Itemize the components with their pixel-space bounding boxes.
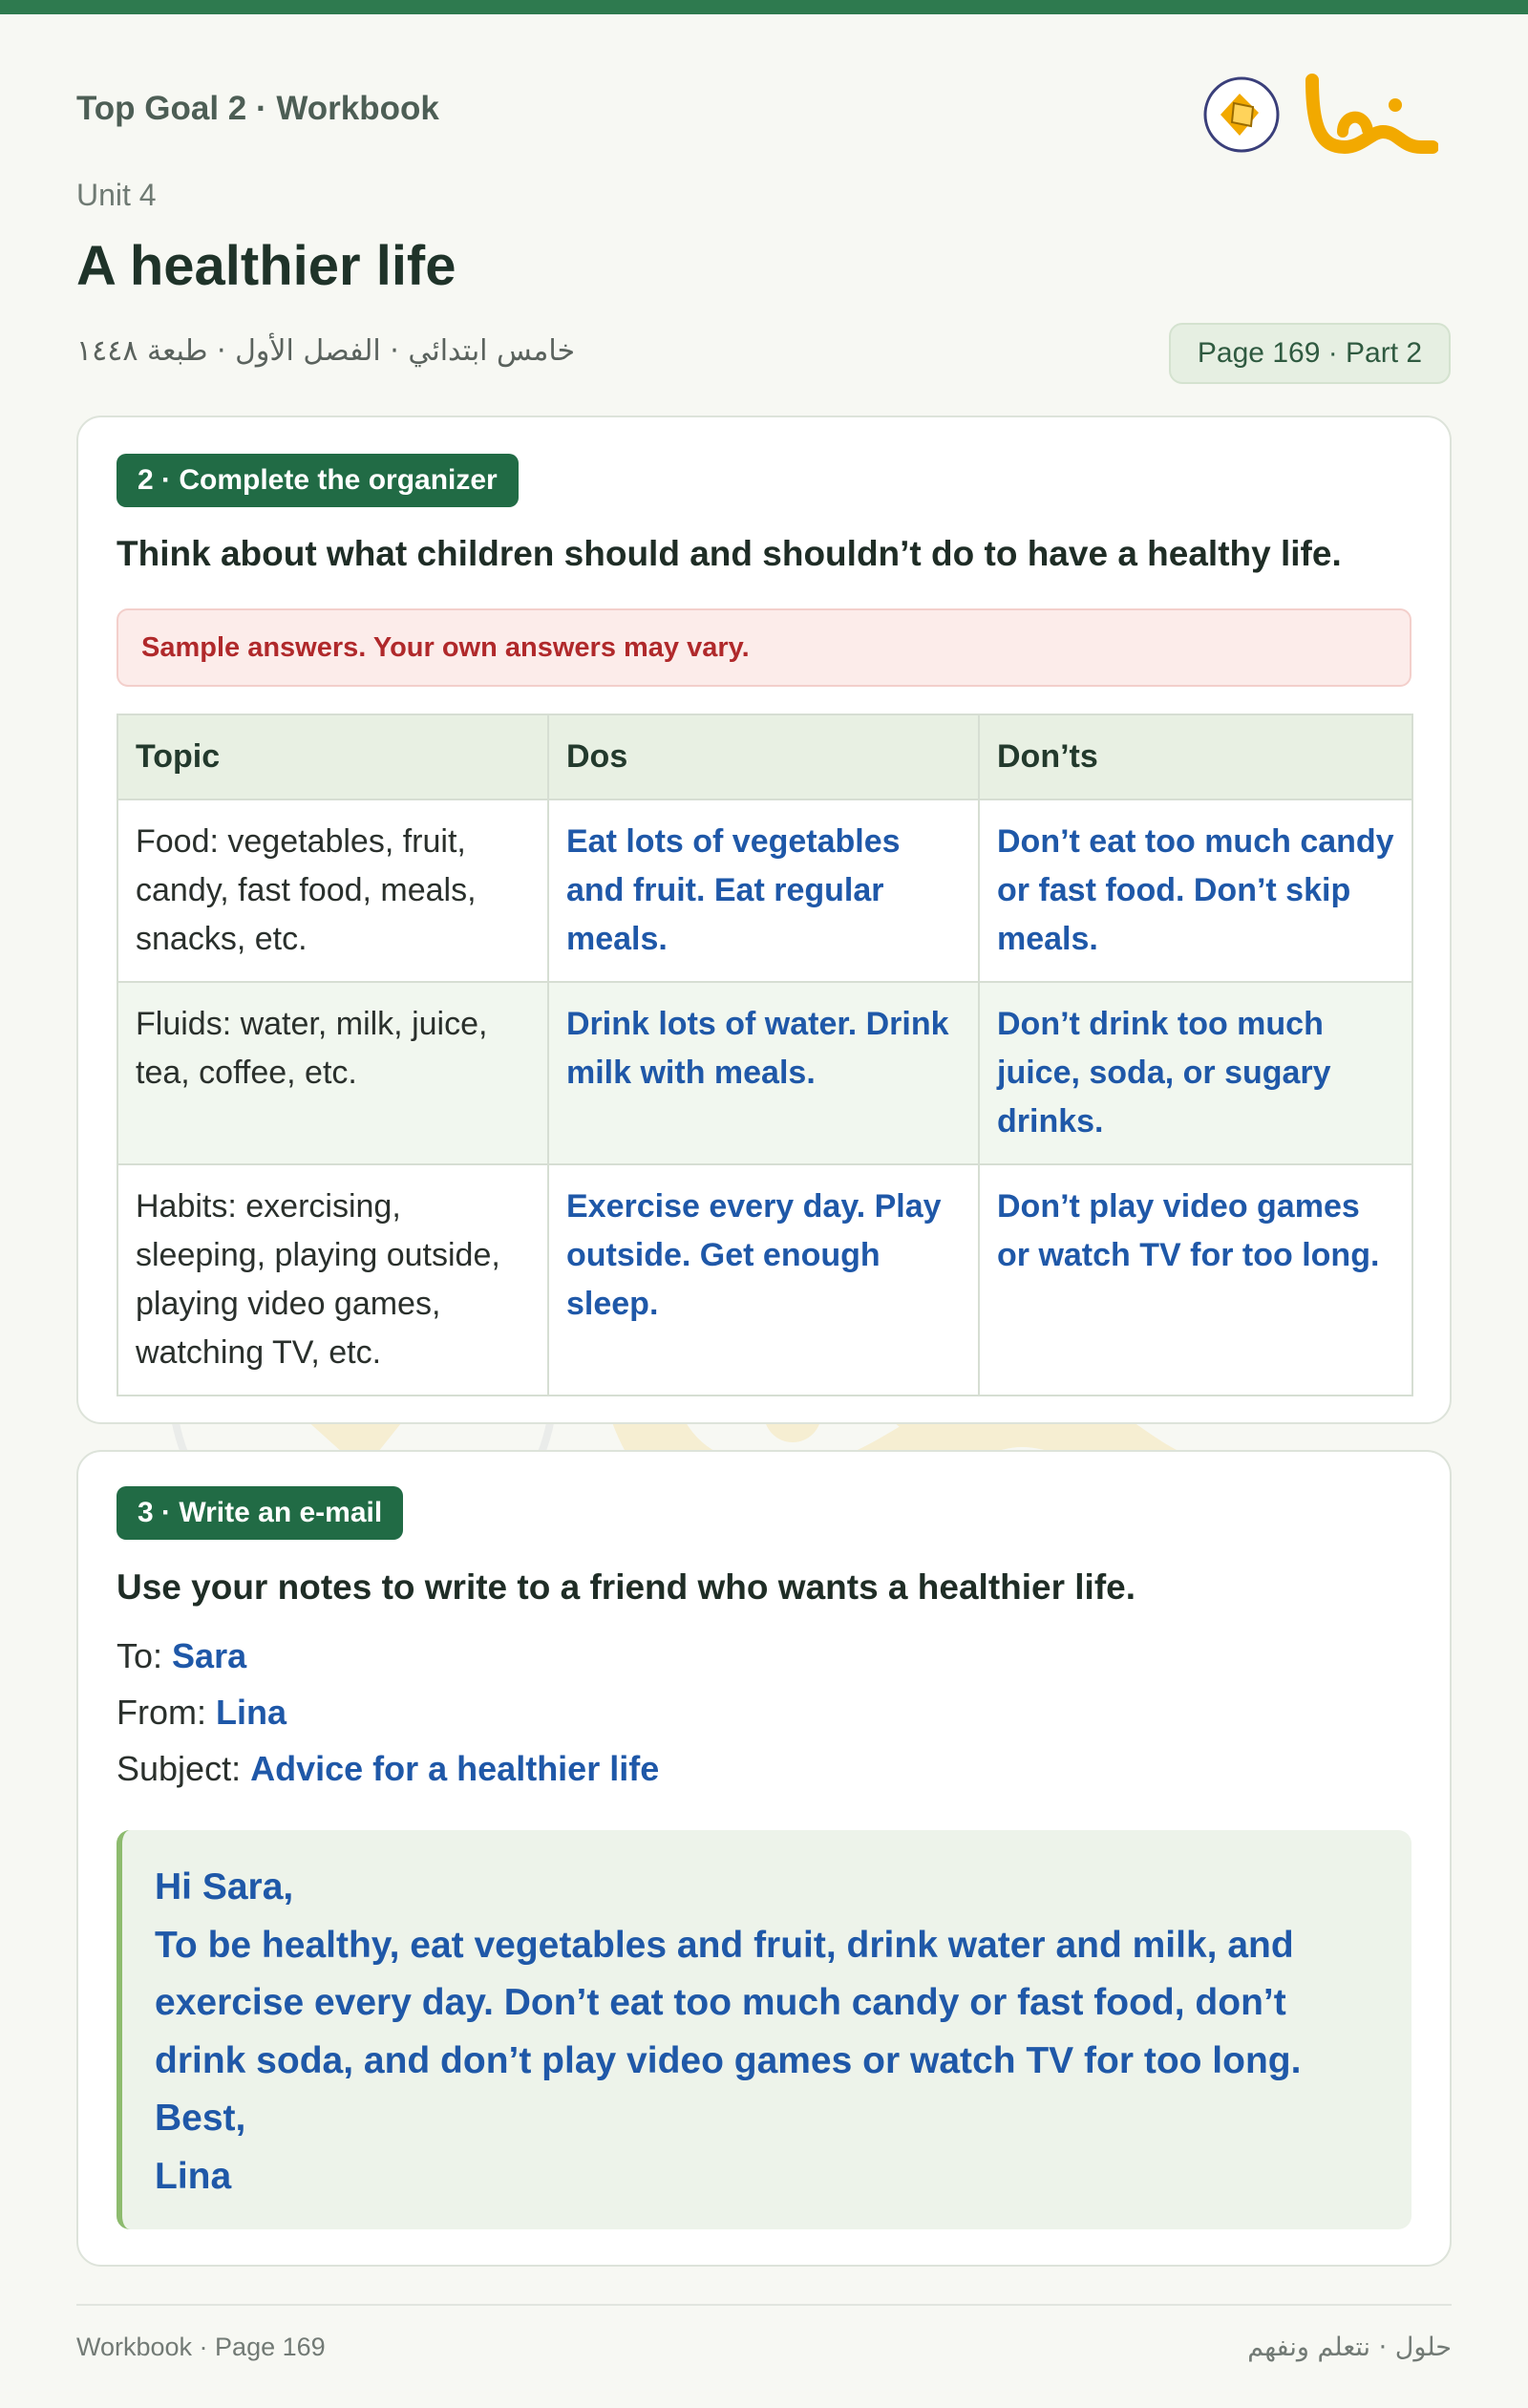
column-header-topic: Topic (117, 714, 548, 799)
email-line: To be healthy, eat vegetables and fruit, drink water and milk, and (155, 1924, 1294, 1966)
donts-cell: Don’t play video games or watch TV for too long. (979, 1164, 1412, 1396)
email-from-field (117, 1693, 286, 1733)
brand-logo-text (1312, 80, 1432, 147)
email-subject-value: Advice for a healthier life (250, 1749, 660, 1788)
page-badge: Page 169 · Part 2 (1169, 323, 1451, 384)
email-line: Best, (155, 2098, 246, 2139)
page-title: A healthier life (76, 235, 456, 297)
topic-cell: Fluids: water, milk, juice, tea, coffee, etc. (117, 982, 548, 1164)
email-line: exercise every day. Don’t eat too much candy or fast food, don’t (155, 1982, 1286, 2023)
brand-logo (1199, 59, 1438, 164)
sample-answers-note: Sample answers. Your own answers may vary. (117, 608, 1411, 687)
column-header-donts: Don’ts (979, 714, 1412, 799)
footer-divider (76, 2304, 1452, 2306)
column-header-dos: Dos (548, 714, 979, 799)
email-line: Hi Sara, (155, 1866, 294, 1907)
table-row (117, 982, 1412, 1164)
email-line: Lina (155, 2155, 232, 2197)
donts-cell: Don’t drink too much juice, soda, or sugary drinks. (979, 982, 1412, 1164)
organizer-instruction: Think about what children should and shouldn’t do to have a healthy life. (117, 534, 1342, 573)
email-body (117, 1830, 1411, 2229)
section-3-pill: 3 · Write an e-mail (117, 1486, 403, 1540)
donts-cell: Don’t eat too much candy or fast food. Don’t skip meals. (979, 799, 1412, 982)
email-from-label: From: (117, 1693, 206, 1732)
email-instruction: Use your notes to write to a friend who wants a healthier life. (117, 1567, 1136, 1607)
table-header-row (117, 714, 1412, 799)
dos-cell: Eat lots of vegetables and fruit. Eat regular meals. (548, 799, 979, 982)
table-row (117, 1164, 1412, 1396)
table-row (117, 799, 1412, 982)
dos-cell: Drink lots of water. Drink milk with meals. (548, 982, 979, 1164)
section-2-pill: 2 · Complete the organizer (117, 454, 519, 507)
unit-label: Unit 4 (76, 178, 157, 212)
topic-cell: Food: vegetables, fruit, candy, fast food, meals, snacks, etc. (117, 799, 548, 982)
dos-cell: Exercise every day. Play outside. Get enough sleep. (548, 1164, 979, 1396)
book-title: Top Goal 2 · Workbook (76, 90, 439, 127)
organizer-table (117, 714, 1413, 1396)
email-subject-label: Subject: (117, 1749, 242, 1788)
footer-page-label: Workbook · Page 169 (76, 2333, 326, 2361)
book-logo-icon (1205, 78, 1278, 151)
organizer-card (76, 416, 1452, 1424)
topic-cell: Habits: exercising, sleeping, playing outside, playing video games, watching TV, etc. (117, 1164, 548, 1396)
email-line: drink soda, and don’t play video games or watch TV for too long. (155, 2039, 1302, 2081)
email-to-label: To: (117, 1636, 163, 1675)
email-from-value: Lina (216, 1693, 287, 1732)
email-card (76, 1450, 1452, 2267)
footer-brand-tagline: حلول · نتعلم ونفهم (1247, 2333, 1452, 2362)
arabic-subtitle: خامس ابتدائي · الفصل الأول · طبعة ١٤٤٨ (76, 334, 576, 368)
top-accent-bar (0, 0, 1528, 14)
email-subject-field (117, 1749, 659, 1789)
email-to-value: Sara (172, 1636, 247, 1675)
email-to-field (117, 1636, 246, 1676)
